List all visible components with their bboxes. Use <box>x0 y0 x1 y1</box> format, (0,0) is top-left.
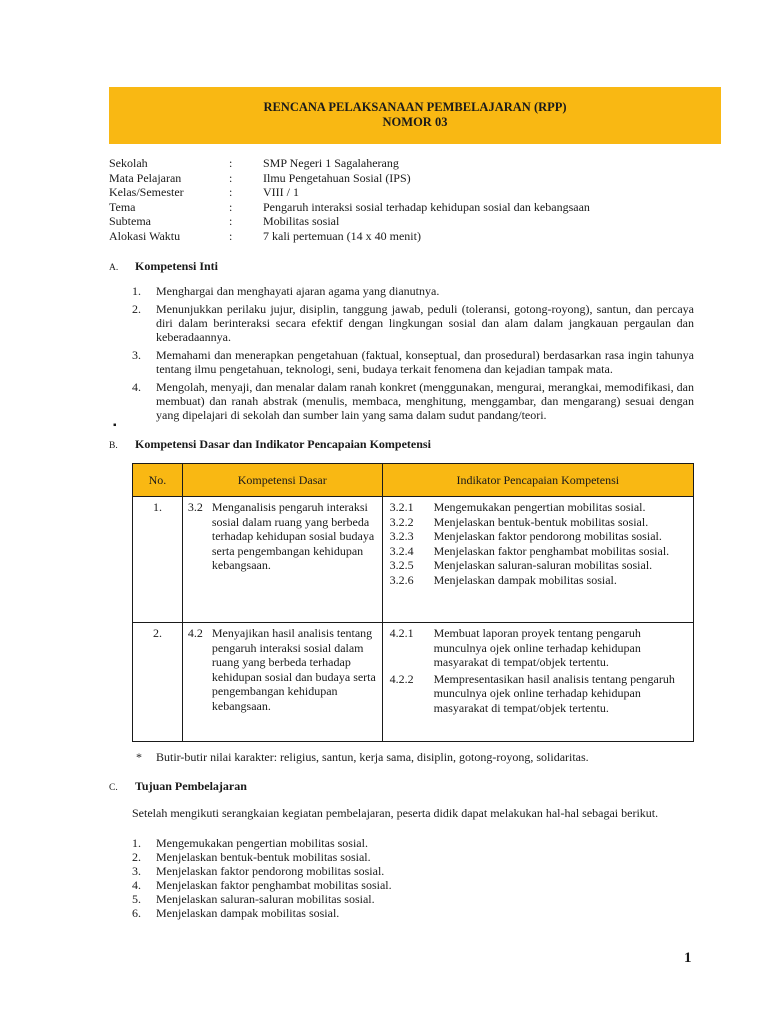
kd-code: 3.2 <box>187 500 203 514</box>
indicator-text: Menjelaskan bentuk-bentuk mobilitas sosial. <box>433 514 649 529</box>
identity-block <box>109 156 723 244</box>
item-text: Menjelaskan faktor penghambat mobilitas sosial. <box>156 878 392 892</box>
note-text: Butir-butir nilai karakter: religius, santun, kerja sama, disiplin, gotong-royong, solidaritas. <box>156 750 589 764</box>
item-text: Menunjukkan perilaku jujur, disiplin, tanggung jawab, peduli (toleransi, gotong-royong), santun, dan percaya diri dalam berinteraksi secara efektif dengan lingkungan sosial dan alam dalam jangkauan pergaulan dan keberadaannya. <box>156 302 694 344</box>
indicator-item <box>384 529 692 544</box>
info-row-mata-pelajaran <box>109 171 723 186</box>
section-c-heading <box>109 779 247 794</box>
item-number: 4. <box>132 878 141 892</box>
indicator-code: 3.2.6 <box>389 572 414 587</box>
row-number: 1. <box>133 497 183 623</box>
info-row-tema <box>109 200 723 215</box>
header-indikator: Indikator Pencapaian Kompetensi <box>382 464 693 497</box>
indicator-code: 3.2.1 <box>389 500 414 514</box>
item-number: 1. <box>132 836 141 850</box>
section-letter: C. <box>109 783 118 793</box>
indicator-text: Membuat laporan proyek tentang pengaruh munculnya ojek online terhadap kehidupan masyarakat di tempat/objek tertentu. <box>433 626 641 669</box>
indicator-item <box>384 515 692 530</box>
info-value: Ilmu Pengetahuan Sosial (IPS) <box>263 170 411 185</box>
info-colon: : <box>229 228 233 243</box>
info-row-subtema <box>109 214 723 229</box>
list-item <box>132 836 694 850</box>
indicator-code: 3.2.5 <box>389 558 414 572</box>
list-item <box>132 302 694 344</box>
indicator-text: Menjelaskan faktor pendorong mobilitas sosial. <box>433 529 662 543</box>
info-value: 7 kali pertemuan (14 x 40 menit) <box>263 228 421 243</box>
info-label: Sekolah <box>109 156 148 170</box>
item-text: Menghargai dan menghayati ajaran agama yang dianutnya. <box>156 284 440 298</box>
indicator-item <box>384 573 692 588</box>
indicator-code: 4.2.1 <box>389 626 414 640</box>
kd-cell <box>182 497 382 623</box>
tujuan-list <box>132 836 694 920</box>
kd-text: Menganalisis pengaruh interaksi sosial dalam ruang yang berbeda terhadap kehidupan sosial budaya serta pengembangan kehidupan kebangsaan. <box>211 500 375 572</box>
section-b-heading <box>109 437 431 452</box>
item-number: 3. <box>132 864 141 878</box>
document-title: RENCANA PELAKSANAAN PEMBELAJARAN (RPP) <box>263 100 567 114</box>
kompetensi-inti-list <box>132 284 694 426</box>
bullet-mark: ▪ <box>113 420 117 431</box>
header-no: No. <box>133 464 183 497</box>
list-item <box>132 878 694 892</box>
table-row <box>133 623 694 742</box>
tujuan-intro: Setelah mengikuti serangkaian kegiatan pembelajaran, peserta didik dapat melakukan hal-hal sebagai berikut. <box>132 806 659 820</box>
item-number: 2. <box>132 302 141 316</box>
list-item <box>132 284 694 298</box>
info-label: Alokasi Waktu <box>109 228 181 243</box>
list-item <box>132 864 694 878</box>
item-text: Memahami dan menerapkan pengetahuan (faktual, konseptual, dan prosedural) berdasarkan rasa ingin tahunya tentang ilmu pengetahuan, teknologi, seni, budaya terkait fenomena dan kejadian tampak mata. <box>156 348 694 376</box>
indicator-code: 3.2.3 <box>389 529 414 543</box>
document-number: NOMOR 03 <box>382 115 448 129</box>
info-colon: : <box>229 199 233 214</box>
kd-text: Menyajikan hasil analisis tentang pengaruh interaksi sosial dalam ruang yang berbeda terhadap kehidupan sosial dan budaya serta pengembangan kehidupan kebangsaan. <box>211 626 376 713</box>
item-text: Menjelaskan saluran-saluran mobilitas sosial. <box>156 892 375 906</box>
info-colon: : <box>229 170 233 185</box>
info-value: Pengaruh interaksi sosial terhadap kehidupan sosial dan kebangsaan <box>263 199 590 214</box>
note-asterisk: * <box>136 750 142 764</box>
indicator-item <box>384 500 692 515</box>
indicator-cell <box>382 623 693 742</box>
indicator-text: Mempresentasikan hasil analisis tentang pengaruh munculnya ojek online terhadap kehidupan masyarakat di tempat/objek tertentu. <box>433 671 675 715</box>
info-colon: : <box>229 156 233 170</box>
kd-cell <box>182 623 382 742</box>
list-item <box>132 892 694 906</box>
item-number: 1. <box>132 284 141 298</box>
section-title: Kompetensi Dasar dan Indikator Pencapaian Kompetensi <box>135 437 431 451</box>
info-label: Kelas/Semester <box>109 185 184 200</box>
kd-code: 4.2 <box>187 626 203 640</box>
indicator-text: Mengemukakan pengertian mobilitas sosial. <box>433 500 646 514</box>
list-item <box>132 348 694 376</box>
character-values-note <box>136 750 589 765</box>
section-title: Kompetensi Inti <box>135 259 219 273</box>
item-number: 3. <box>132 348 141 362</box>
info-value: SMP Negeri 1 Sagalaherang <box>263 156 399 170</box>
list-item <box>132 380 694 422</box>
header-kompetensi-dasar: Kompetensi Dasar <box>182 464 382 497</box>
list-item <box>132 850 694 864</box>
list-item <box>132 906 694 920</box>
indicator-item <box>384 626 692 670</box>
item-text: Menjelaskan bentuk-bentuk mobilitas sosial. <box>156 850 371 864</box>
item-number: 4. <box>132 380 141 394</box>
indicator-code: 3.2.2 <box>389 514 414 529</box>
indicator-item <box>384 558 692 573</box>
row-number: 2. <box>133 623 183 742</box>
info-row-sekolah <box>109 156 723 171</box>
item-text: Mengemukakan pengertian mobilitas sosial. <box>156 836 368 850</box>
item-number: 6. <box>132 906 141 920</box>
kd-item <box>184 500 381 573</box>
table-header-row <box>133 464 694 497</box>
item-number: 5. <box>132 892 141 906</box>
info-label: Mata Pelajaran <box>109 170 182 185</box>
kd-item <box>184 626 381 713</box>
item-text: Menjelaskan faktor pendorong mobilitas sosial. <box>156 864 385 878</box>
info-colon: : <box>229 214 233 229</box>
info-colon: : <box>229 185 233 200</box>
section-letter: B. <box>109 441 118 451</box>
indicator-code: 3.2.4 <box>389 543 414 558</box>
info-row-alokasi-waktu <box>109 229 723 244</box>
kompetensi-table <box>132 463 694 742</box>
page-number: 1 <box>684 950 692 966</box>
indicator-text: Menjelaskan dampak mobilitas sosial. <box>433 572 617 587</box>
title-banner <box>109 87 721 144</box>
section-letter: A. <box>109 263 119 273</box>
info-row-kelas-semester <box>109 185 723 200</box>
indicator-code: 4.2.2 <box>389 671 414 686</box>
info-value: Mobilitas sosial <box>263 214 340 229</box>
indicator-item <box>384 544 692 559</box>
info-label: Tema <box>109 199 136 214</box>
info-value: VIII / 1 <box>263 185 299 200</box>
indicator-text: Menjelaskan faktor penghambat mobilitas sosial. <box>433 543 670 558</box>
item-text: Mengolah, menyaji, dan menalar dalam ranah konkret (menggunakan, mengurai, merangkai, memodifikasi, dan membuat) dan ranah abstrak (menulis, membaca, menghitung, menggambar, dan mengarang) sesuai dengan yang dipelajari di sekolah dan sumber lain yang sama dalam sudut pandang/teori. <box>156 380 694 422</box>
info-label: Subtema <box>109 214 151 229</box>
section-a-heading <box>109 259 218 274</box>
indicator-item <box>384 672 692 716</box>
item-number: 2. <box>132 850 141 864</box>
indicator-cell <box>382 497 693 623</box>
item-text: Menjelaskan dampak mobilitas sosial. <box>156 906 340 920</box>
section-title: Tujuan Pembelajaran <box>135 779 247 793</box>
indicator-text: Menjelaskan saluran-saluran mobilitas sosial. <box>433 558 653 572</box>
table-row <box>133 497 694 623</box>
